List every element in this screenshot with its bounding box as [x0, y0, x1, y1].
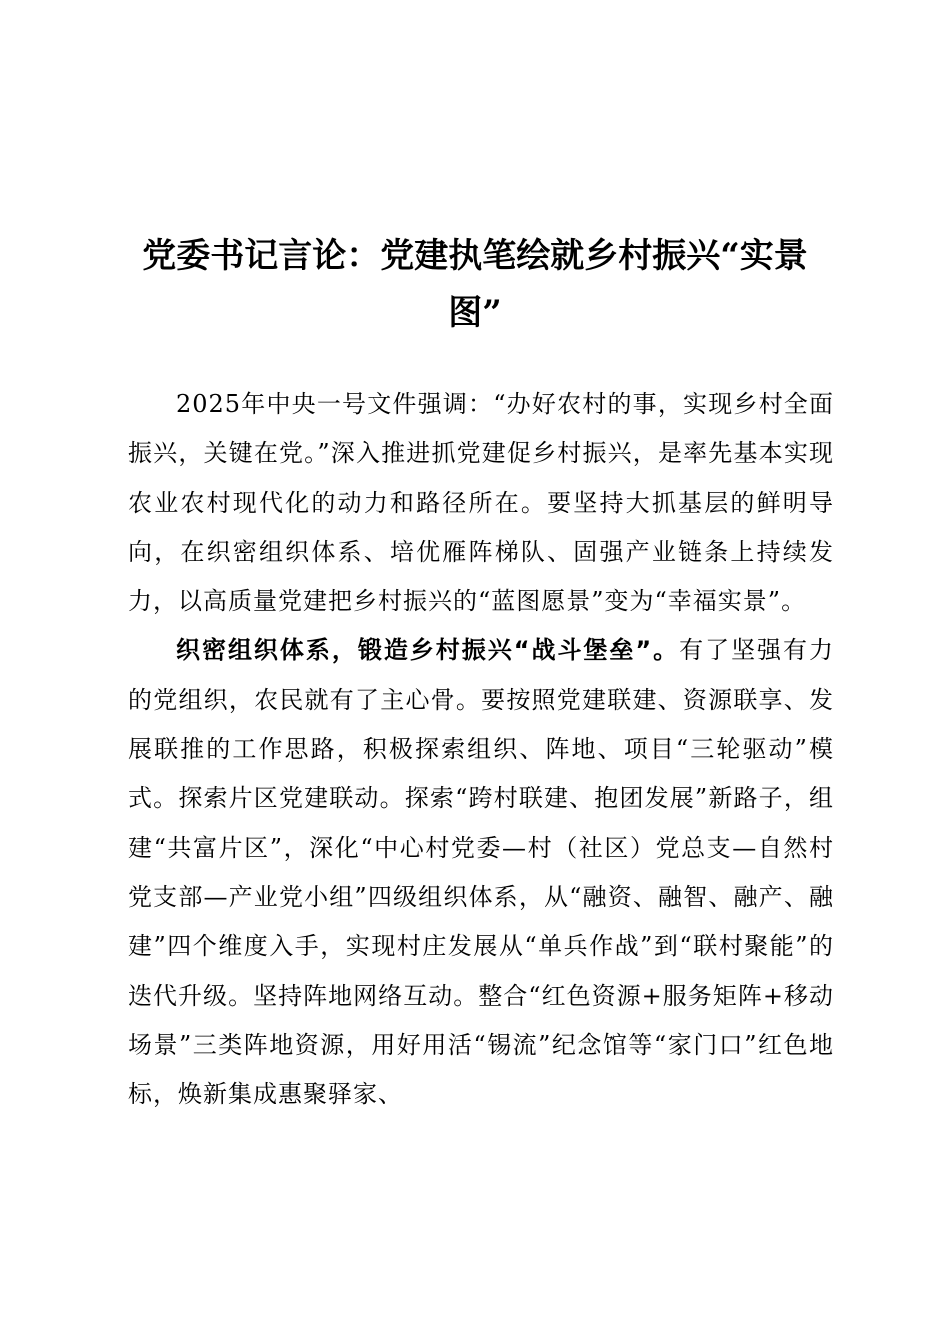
- document-body: [128, 380, 834, 1119]
- paragraph-organization: [128, 626, 834, 1119]
- paragraph-text: 2025年中央一号文件强调：“办好农村的事，实现乡村全面振兴，关键在党。”深入推进抓党建促乡村振兴，是率先基本实现农业农村现代化的动力和路径所在。要坚持大抓基层的鲜明导向，在织密组织体系、培优雁阵梯队、固强产业链条上持续发力，以高质量党建把乡村振兴的“蓝图愿景”变为“幸福实景”。: [128, 390, 834, 616]
- document-title: 党委书记言论：党建执笔绘就乡村振兴“实景图”: [142, 236, 808, 333]
- paragraph-lead-heading: 织密组织体系，锻造乡村振兴“战斗堡垒”。: [176, 636, 680, 665]
- paragraph-intro: [128, 380, 834, 626]
- paragraph-text: 有了坚强有力的党组织，农民就有了主心骨。要按照党建联建、资源联享、发展联推的工作思路，积极探索组织、阵地、项目“三轮驱动”模式。探索片区党建联动。探索“跨村联建、抱团发展”新路子，组建“共富片区”，深化“中心村党委—村（社区）党总支—自然村党支部—产业党小组”四级组织体系，从“融资、融智、融产、融建”四个维度入手，实现村庄发展从“单兵作战”到“联村聚能”的迭代升级。坚持阵地网络互动。整合“红色资源+服务矩阵+移动场景”三类阵地资源，用好用活“锡流”纪念馆等“家门口”红色地标，焕新集成惠聚驿家、: [128, 636, 834, 1109]
